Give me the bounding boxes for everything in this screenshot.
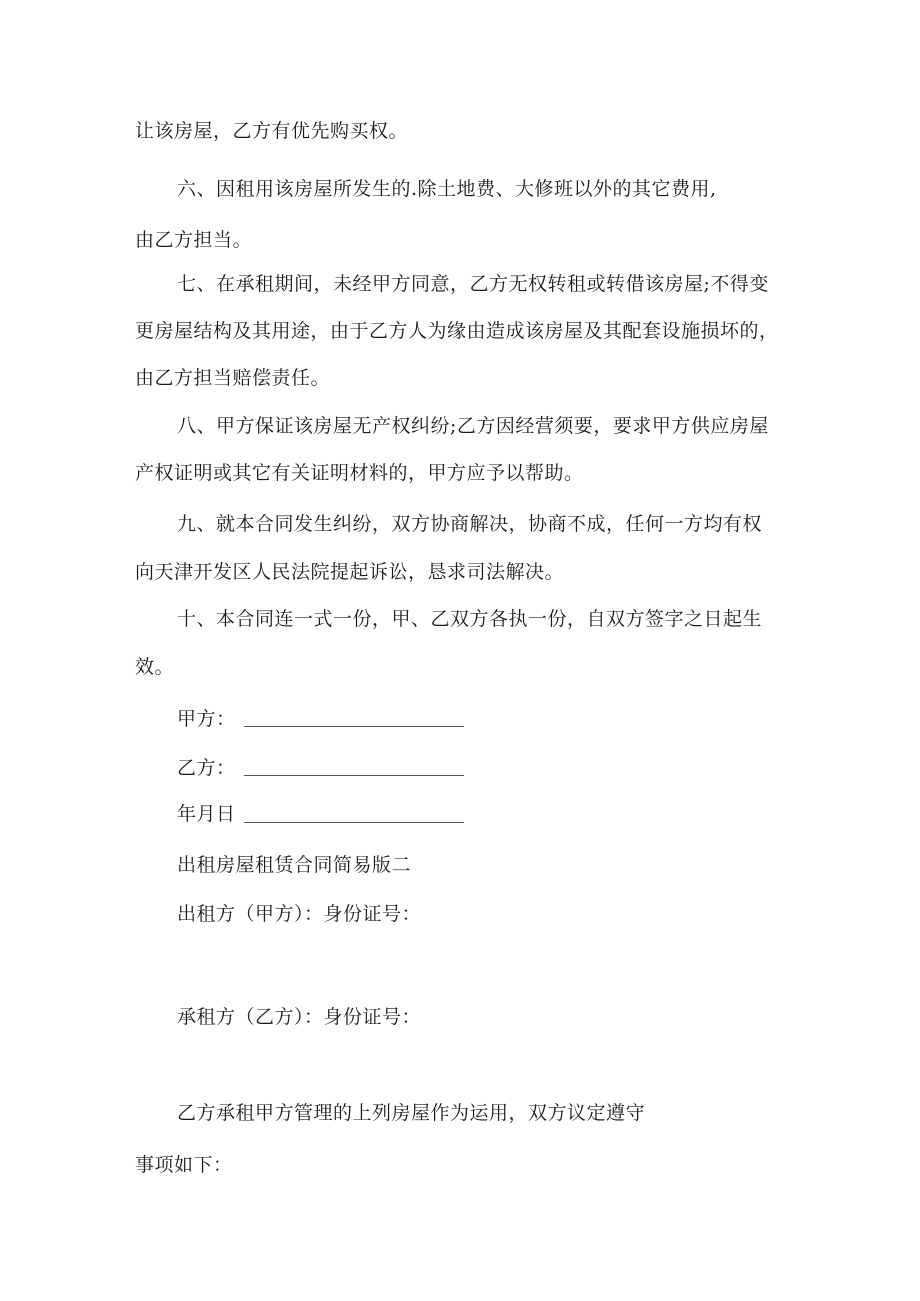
clause-7-line-1: 七、在承租期间，未经甲方同意，乙方无权转租或转借该房屋;不得变 xyxy=(177,273,769,295)
clause-10-line-1: 十、本合同连一式一份，甲、乙双方各执一份，自双方签字之日起生 xyxy=(177,608,763,630)
clause-10-line-2: 效。 xyxy=(135,656,175,678)
intro-line-1: 乙方承租甲方管理的上列房屋作为运用，双方议定遵守 xyxy=(177,1102,646,1124)
clause-8-line-2: 产权证明或其它有关证明材料的，甲方应予以帮助。 xyxy=(135,462,584,484)
signature-date-line xyxy=(244,822,464,823)
lessee-field: 承租方（乙方）：身份证号： xyxy=(177,1006,422,1028)
intro-line-2: 事项如下： xyxy=(135,1154,233,1176)
lessor-field: 出租方（甲方）：身份证号： xyxy=(177,903,422,925)
contract-2-title: 出租房屋租赁合同简易版二 xyxy=(177,854,412,876)
clause-7-line-2: 更房屋结构及其用途，由于乙方人为缘由造成该房屋及其配套设施损坏的， xyxy=(135,320,779,342)
clause-6-line-2: 由乙方担当。 xyxy=(135,229,253,251)
clause-9-line-1: 九、就本合同发生纠纷，双方协商解决，协商不成，任何一方均有权 xyxy=(177,513,763,535)
clause-5-end: 让该房屋，乙方有优先购买权。 xyxy=(135,120,409,142)
signature-party-b-label: 乙方： xyxy=(177,757,236,779)
clause-6-line-1: 六、因租用该房屋所发生的.除土地费、大修班以外的其它费用, xyxy=(177,178,717,200)
clause-8-line-1: 八、甲方保证该房屋无产权纠纷;乙方因经营须要，要求甲方供应房屋 xyxy=(177,415,769,437)
signature-party-a-line xyxy=(244,726,464,727)
clause-9-line-2: 向天津开发区人民法院提起诉讼，恳求司法解决。 xyxy=(135,561,565,583)
signature-date-label: 年月日 xyxy=(177,803,236,825)
clause-7-line-3: 由乙方担当赔偿责任。 xyxy=(135,367,331,389)
signature-party-a-label: 甲方： xyxy=(177,708,236,730)
signature-party-b-line xyxy=(244,775,464,776)
